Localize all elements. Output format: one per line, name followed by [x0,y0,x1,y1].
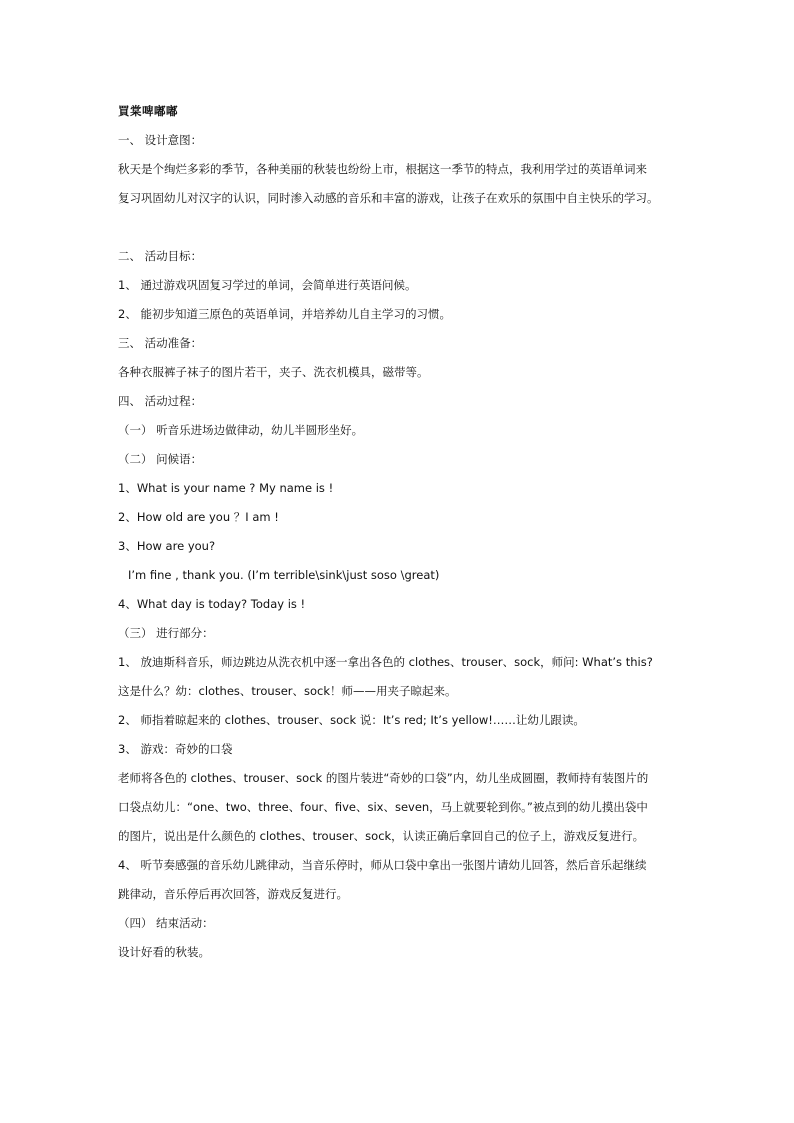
paragraph-line: 秋天是个绚烂多彩的季节，各种美丽的秋装也纷纷上市，根据这一季节的特点，我利用学过的英语单词来 [118,162,647,176]
paragraph-line: 各种衣服裤子袜子的图片若干，夹子、洗衣机模具，磁带等。 [118,365,429,379]
paragraph-line: 老师将各色的 clothes、trouser、sock 的图片装进“奇妙的口袋”内，幼儿坐成圆圈，教师持有装图片的 [118,771,649,785]
paragraph-line: 跳律动，音乐停后再次回答，游戏反复进行。 [118,887,348,901]
subsection-heading: （四） 结束活动： [118,916,214,930]
subsection-line: （一） 听音乐进场边做律动，幼儿半圆形坐好。 [118,423,364,437]
paragraph-line: 的图片，说出是什么颜色的 clothes、trouser、sock，认读正确后拿回自己的位子上，游戏反复进行。 [118,829,645,843]
section-heading-preparation: 三、 活动准备： [118,336,203,350]
subsection-heading: （二） 问候语： [118,452,203,466]
list-item: 1、 放迪斯科音乐，师边跳边从洗衣机中逐一拿出各色的 clothes、trouser、sock，师问: What’s this? [118,655,653,669]
list-item: 3、 游戏：奇妙的口袋 [118,742,233,756]
list-item: 4、What day is today? Today is ! [118,597,306,611]
list-item: 1、What is your name ? My name is ! [118,481,334,495]
list-item: 3、How are you? [118,539,216,553]
blank-line [118,213,684,242]
paragraph-line: 口袋点幼儿：“one、two、three、four、five、six、seven，马上就要轮到你。”被点到的幼儿摸出袋中 [118,800,648,814]
list-item: 2、How old are you ？I am ! [118,510,279,524]
list-item: 1、 通过游戏巩固复习学过的单词，会简单进行英语问候。 [118,278,417,292]
list-item: 4、 听节奏感强的音乐幼儿跳律动，当音乐停时，师从口袋中拿出一张图片请幼儿回答，然后音乐起继续 [118,858,647,872]
document-title: 買棠啤嘟嘟 [118,104,178,118]
list-item: 2、 能初步知道三原色的英语单词，并培养幼儿自主学习的习惯。 [118,307,451,321]
list-item-continuation: I’m fine , thank you. (I’m terrible\sink\just soso \great) [128,568,440,582]
section-heading-objectives: 二、 活动目标： [118,249,203,263]
section-heading-process: 四、 活动过程： [118,394,203,408]
section-heading-design-intent: 一、 设计意图： [118,133,203,147]
paragraph-line: 复习巩固幼儿对汉字的认识，同时渗入动感的音乐和丰富的游戏，让孩子在欢乐的氛围中自主快乐的学习。 [118,191,659,205]
list-item: 2、 师指着晾起来的 clothes、trouser、sock 说：It’s red; It’s yellow!……让幼儿跟读。 [118,713,585,727]
document-body [118,100,684,967]
subsection-heading: （三） 进行部分： [118,626,214,640]
paragraph-line: 设计好看的秋装。 [118,945,210,959]
paragraph-line: 这是什么？幼：clothes、trouser、sock！师——用夹子晾起来。 [118,684,457,698]
